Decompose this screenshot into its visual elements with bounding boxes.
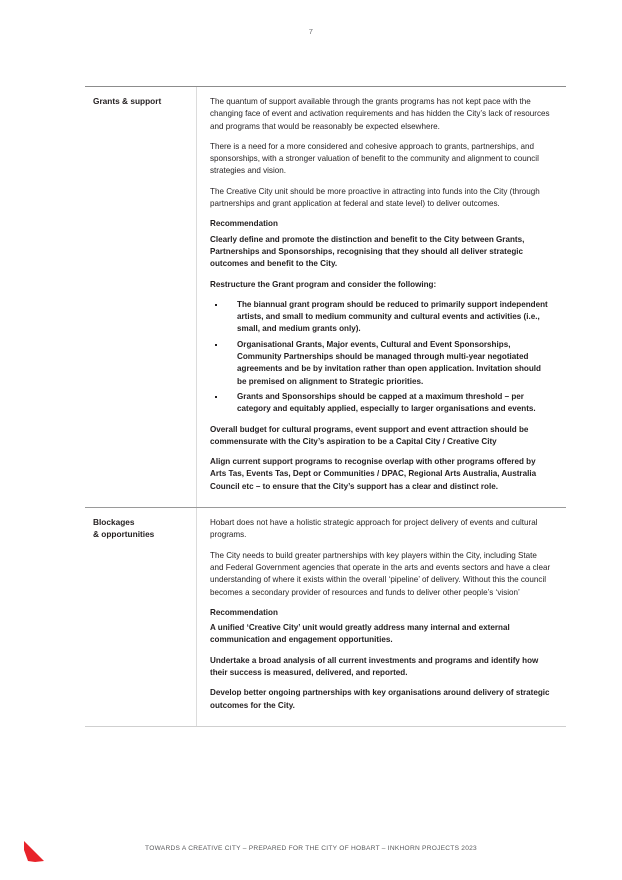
table-row <box>85 507 566 726</box>
body-paragraph: Align current support programs to recognise overlap with other programs offered by Arts Tas, Events Tas, Dept or Communities / DPAC, Regional Arts Australia, Australia Council etc – to ensure that the City’s support has a clear and distinct role. <box>210 457 537 491</box>
body-paragraph: There is a need for a more considered and cohesive approach to grants, partnerships, and sponsorships, with a stronger valuation of benefit to the community and alignment to council strategies and vision. <box>210 141 539 176</box>
row-body <box>196 87 566 507</box>
bullet-item: Grants and Sponsorships should be capped at a maximum threshold – per category and equitably applied, especially to larger organisations and events. <box>210 391 552 416</box>
bullet-list <box>210 299 552 416</box>
inkhorn-wedge-logo-icon <box>22 839 56 867</box>
body-paragraph: Hobart does not have a holistic strategic approach for project delivery of events and cultural programs. <box>210 518 538 540</box>
page-number: 7 <box>308 27 314 36</box>
bullet-item: Organisational Grants, Major events, Cultural and Event Sponsorships, Community Partnerships should be managed through multi-year negotiated agreements and be by invitation rather than open application. Invitation should be premised on alignment to Strategic priorities. <box>210 339 552 388</box>
recommendation-heading: Recommendation <box>210 219 278 229</box>
row-label-line: & opportunities <box>93 528 155 539</box>
row-label-line: Grants & support <box>93 96 162 106</box>
body-paragraph: The City needs to build greater partnerships with key players within the City, including State and Federal Government agencies that operate in the arts and events sectors and have a clear understanding of where it exists within the overall ‘pipeline’ of delivery. Without this the council becomes a secondary provider of resources and funds to deliver other people’s ‘vision’ <box>210 550 551 597</box>
footer-text: TOWARDS A CREATIVE CITY – PREPARED FOR THE CITY OF HOBART – INKHORN PROJECTS 2023 <box>145 845 477 852</box>
body-paragraph: The quantum of support available through the grants programs has not kept pace with the changing face of event and activation requirements and has hidden the City’s lack of resources and programs that would be reasonably be expected elsewhere. <box>210 97 550 131</box>
body-paragraph: Overall budget for cultural programs, event support and event attraction should be commensurate with the City’s aspiration to be a Capital City / Creative City <box>210 424 529 446</box>
row-label <box>85 508 196 726</box>
row-label-line: Blockages <box>93 517 135 528</box>
findings-table <box>85 86 566 727</box>
row-label <box>85 87 196 507</box>
body-paragraph: Develop better ongoing partnerships with key organisations around delivery of strategic outcomes for the City. <box>210 688 550 710</box>
body-paragraph: Restructure the Grant program and consider the following: <box>210 279 437 289</box>
body-paragraph: Undertake a broad analysis of all current investments and programs and identify how their success is measured, delivered, and reported. <box>210 655 539 677</box>
body-paragraph: The Creative City unit should be more proactive in attracting into funds into the City (through partnerships and grant application at federal and state level) to deliver outcomes. <box>210 186 540 209</box>
table-row <box>85 87 566 507</box>
body-paragraph: A unified ‘Creative City’ unit would greatly address many internal and external communication and engagement opportunities. <box>210 623 510 645</box>
body-paragraph: Clearly define and promote the distinction and benefit to the City between Grants, Partnerships and Sponsorships, recognising that they should all deliver strategic outcomes and benefit to the City. <box>210 234 525 269</box>
row-body <box>196 508 566 726</box>
recommendation-heading: Recommendation <box>210 607 278 617</box>
bullet-item: The biannual grant program should be reduced to primarily support independent artists, and small to medium community and cultural events and activities (i.e., small, and medium grants only). <box>210 299 552 336</box>
